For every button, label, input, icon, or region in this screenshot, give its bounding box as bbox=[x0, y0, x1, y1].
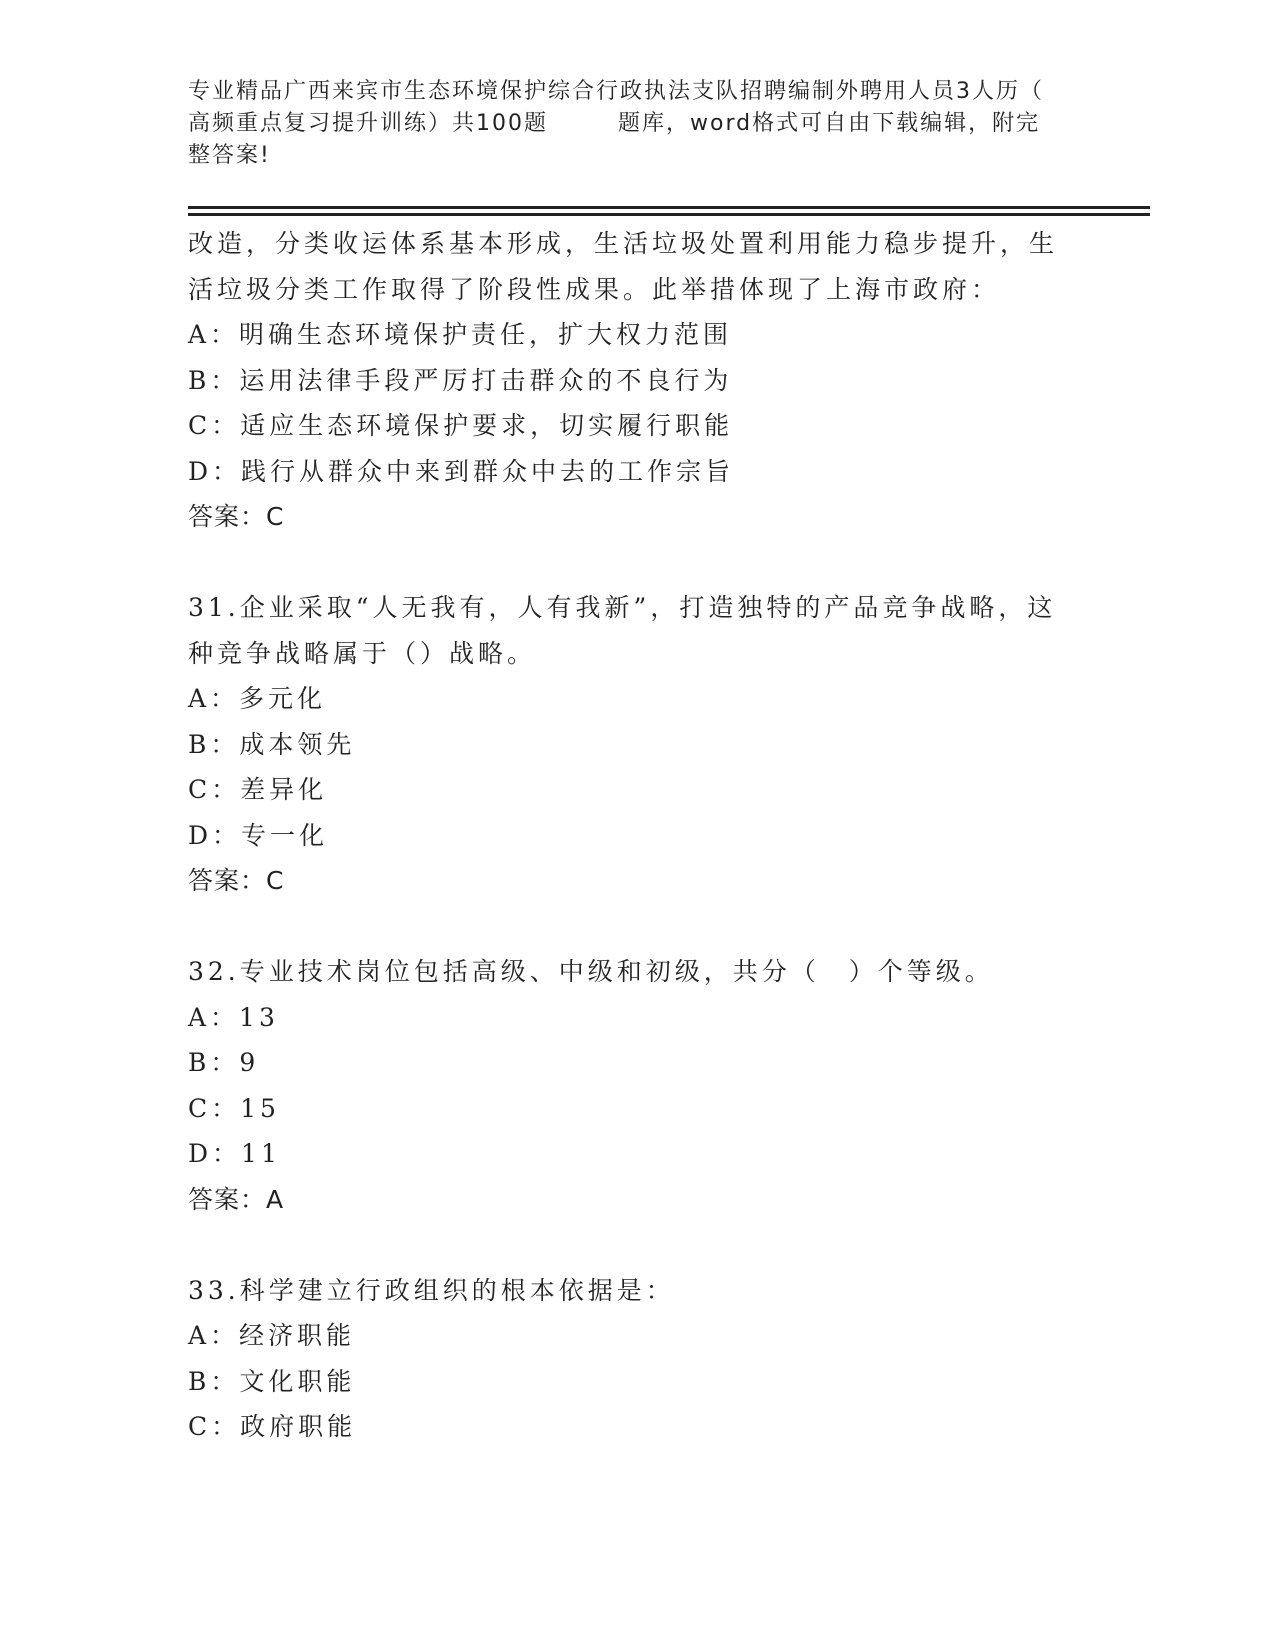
option-c: C：15 bbox=[188, 1093, 280, 1123]
option-b: B：成本领先 bbox=[188, 729, 356, 759]
header-divider-top bbox=[188, 206, 1150, 209]
question-block-continued bbox=[188, 221, 1088, 540]
option-d: D：专一化 bbox=[188, 820, 329, 850]
question-spacer bbox=[188, 904, 1088, 950]
answer-line: 答案：A bbox=[188, 1184, 285, 1214]
question-spacer bbox=[188, 1222, 1088, 1268]
question-text-line: 31.企业采取“人无我有，人有我新”，打造独特的产品竞争战略，这 bbox=[188, 593, 1057, 622]
question-text-line: 种竞争战略属于（）战略。 bbox=[188, 638, 537, 668]
question-text-line: 32.专业技术岗位包括高级、中级和初级，共分（ ）个等级。 bbox=[188, 957, 994, 986]
question-text-line: 改造，分类收运体系基本形成，生活垃圾处置利用能力稳步提升，生 bbox=[188, 229, 1059, 258]
option-d: D：践行从群众中来到群众中去的工作宗旨 bbox=[188, 456, 735, 486]
option-c: C：政府职能 bbox=[188, 1412, 357, 1441]
option-b: B：9 bbox=[188, 1048, 260, 1077]
option-a: A：经济职能 bbox=[188, 1321, 356, 1350]
option-b: B：文化职能 bbox=[188, 1366, 356, 1396]
question-block-33 bbox=[188, 1268, 1088, 1450]
header-line-2-part-a: 高频重点复习提升训练）共100题 bbox=[188, 111, 548, 136]
answer-line: 答案：C bbox=[188, 502, 285, 531]
header-line-2-part-b: 题库，word格式可自由下载编辑，附完 bbox=[618, 111, 1041, 136]
question-spacer bbox=[188, 540, 1088, 586]
header-line-3: 整答案! bbox=[188, 143, 271, 168]
option-c: C：适应生态环境保护要求，切实履行职能 bbox=[188, 411, 734, 440]
question-block-32 bbox=[188, 949, 1088, 1222]
question-list bbox=[188, 221, 1088, 1450]
question-text-line: 活垃圾分类工作取得了阶段性成果。此举措体现了上海市政府： bbox=[188, 274, 1001, 304]
option-a: A：明确生态环境保护责任，扩大权力范围 bbox=[188, 320, 733, 349]
option-a: A：13 bbox=[188, 1002, 279, 1032]
option-c: C：差异化 bbox=[188, 775, 328, 804]
question-block-31 bbox=[188, 585, 1088, 904]
header-line-2 bbox=[188, 108, 1088, 140]
option-b: B：运用法律手段严厉打击群众的不良行为 bbox=[188, 365, 733, 395]
answer-line: 答案：C bbox=[188, 866, 285, 895]
header-divider-bottom bbox=[188, 213, 1150, 216]
header-line-1: 专业精品广西来宾市生态环境保护综合行政执法支队招聘编制外聘用人员3人历（ bbox=[188, 79, 1044, 104]
document-header bbox=[188, 76, 1088, 172]
option-a: A：多元化 bbox=[188, 684, 327, 713]
question-text-line: 33.科学建立行政组织的根本依据是： bbox=[188, 1275, 675, 1305]
option-d: D：11 bbox=[188, 1139, 281, 1168]
